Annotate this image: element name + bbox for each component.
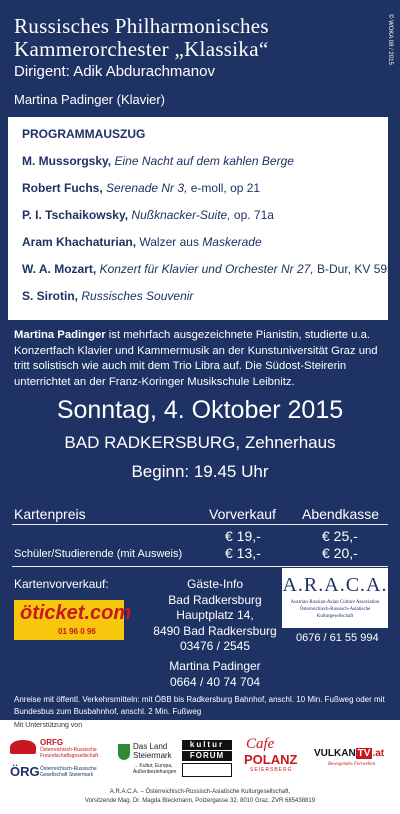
steiermark-line3: → Kultur, Europa, Außenbeziehungen [133, 763, 177, 775]
programme-item [22, 208, 274, 222]
programme-item [22, 289, 193, 303]
price-label: Kartenpreis [14, 506, 86, 522]
programme-item [22, 154, 294, 168]
shield-icon [118, 744, 130, 760]
reduced-box-price: € 20,- [322, 545, 358, 561]
forum-word: FORUM [182, 751, 232, 761]
programme-box [8, 117, 394, 320]
regular-box-price: € 25,- [322, 528, 358, 544]
araca-logo [282, 568, 388, 628]
divider [12, 566, 388, 567]
conductor: Dirigent: Adik Abdurachmanov [14, 63, 215, 80]
composer: S. Sirotin, [22, 289, 79, 303]
cafe-word: Cafe [246, 736, 275, 752]
at-suffix: .at [372, 748, 385, 759]
padinger-name: Martina Padinger [169, 659, 261, 673]
kultur-word: kultur [182, 740, 232, 750]
soloist: Martina Padinger (Klavier) [14, 92, 166, 107]
kulturforum-logo [182, 736, 234, 790]
bio-text: ist mehrfach ausgezeichnete Pianistin, studierte u.a. Konzertfach Klavier und Kammermusik an der Kunstuniversität Graz und tritt solistisch wie auch mit dem Trio Libra auf. Die Südost-Steirerin unterrichtet an der Franz-Koringer Musikschule Leibnitz. [14, 329, 378, 388]
sponsors-heading: Mit Unterstützung von [14, 722, 83, 729]
box-office-heading: Abendkasse [302, 506, 380, 522]
work-title: Serenade Nr 3, [106, 181, 188, 195]
work-details: B-Dur, KV 595 [313, 262, 394, 276]
orchestra-title-line1: Russisches Philharmonisches [14, 14, 269, 38]
event-date: Sonntag, 4. Oktober 2015 [56, 396, 344, 424]
oeticket-logo [14, 600, 132, 640]
footer-line: Vorsitzende Mag. Dr. Magda Bleckmann, Polzergasse 32, 8010 Graz, ZVR 685438819 [84, 798, 316, 804]
work-title: Eine Nacht auf dem kahlen Berge [114, 154, 294, 168]
vulkan-slogan: Bewegendes Fernsehen [328, 762, 376, 767]
padinger-phone: 0664 / 40 74 704 [169, 675, 261, 689]
araca-subtitle: Austrian-Russian-Asian Culture Association [290, 600, 380, 605]
soloist-bio [14, 328, 386, 390]
guest-info-line: 03476 / 2545 [179, 639, 251, 653]
vulkan-word [314, 748, 384, 759]
steiermark-line1: Das Land [133, 742, 168, 751]
composer: M. Mussorgsky, [22, 154, 112, 168]
reduced-presale-price: € 13,- [225, 545, 261, 561]
presale-heading: Vorverkauf [209, 506, 276, 522]
work-details: Walzer aus [136, 235, 203, 249]
work-title: Nußknacker-Suite, [131, 208, 231, 222]
oeticket-phone: 01 96 0 96 [58, 627, 96, 636]
work-details: op. 71a [230, 208, 274, 222]
org-name: ÖRG [10, 764, 40, 779]
araca-logo-text: A.R.A.C.A. [282, 574, 388, 596]
vulkantv-logo [314, 736, 396, 790]
vulkan-text: VULKAN [314, 748, 356, 759]
presale-label: Kartenvorverkauf: [14, 577, 109, 591]
transport-info: Anreise mit öffentl. Verkehrsmitteln: mit ÖBB bis Radkersburg Bahnhof, anschl. 10 Min. Fußweg oder mit Bundesbus zum Busbahnhof, anschl. 2 Min. Fußweg [14, 695, 385, 716]
programme-item [22, 262, 394, 276]
work-title: Konzert für Klavier und Orchester Nr 27, [99, 262, 314, 276]
composer: P. I. Tschaikowsky, [22, 208, 129, 222]
composer: Robert Fuchs, [22, 181, 103, 195]
steiermark-line2: Steiermark [133, 751, 172, 760]
work-details: e-moll, op 21 [187, 181, 261, 195]
guest-info-line: Bad Radkersburg [168, 592, 262, 607]
araca-subtitle: Österreichisch-Russisch-Asiatische Kulturgesellschaft [299, 607, 371, 619]
event-venue: BAD RADKERSBURG, Zehnerhaus [64, 433, 336, 452]
orfg-name: ORFG [40, 738, 64, 747]
guest-info-line: Hauptplatz 14, [176, 608, 254, 622]
orfg-org-logo [6, 736, 116, 790]
footer-line: A.R.A.C.A. – Österreichisch-Russisch-Asiatische Kulturgesellschaft, [109, 789, 291, 795]
footer [0, 788, 400, 806]
composer: W. A. Mozart, [22, 262, 97, 276]
oeticket-name: öticket.com [20, 602, 132, 624]
event-time: Beginn: 19.45 Uhr [131, 462, 269, 481]
cafe-polanz-logo [240, 736, 302, 790]
guest-info-line: Gäste-Info [186, 577, 244, 591]
bio-name: Martina Padinger [14, 329, 106, 341]
araca-phone: 0676 / 61 55 994 [296, 632, 379, 644]
work-title: Maskerade [202, 235, 262, 249]
kultur-detail-box [182, 763, 232, 777]
programme-item [22, 181, 260, 195]
padinger-contact [140, 658, 290, 690]
guest-info-line: 8490 Bad Radkersburg [153, 623, 277, 638]
flag-icon [10, 740, 36, 754]
tv-badge: TV [357, 748, 371, 759]
work-title: Russisches Souvenir [81, 289, 194, 303]
steiermark-logo [118, 736, 180, 790]
regular-presale-price: € 19,- [225, 528, 261, 544]
programme-heading: PROGRAMMAUSZUG [22, 127, 146, 141]
orfg-desc: Österreichisch-Russische Freundschaftsgesellschaft [40, 747, 99, 759]
polanz-word: POLANZ [244, 752, 298, 767]
reduced-label: Schüler/Studierende (mit Ausweis) [14, 548, 183, 560]
side-credit: © WOKA 08 / 2015 [387, 14, 393, 65]
composer: Aram Khachaturian, [22, 235, 137, 249]
orchestra-title-line2: Kammerorchester „Klassika“ [14, 37, 269, 61]
guest-info [140, 577, 290, 655]
org-desc: Österreichisch-Russische Gesellschaft Steiermark [40, 766, 97, 778]
programme-item [22, 235, 262, 249]
seiersberg-word: SEIERSBERG [250, 767, 293, 773]
divider [12, 524, 388, 525]
